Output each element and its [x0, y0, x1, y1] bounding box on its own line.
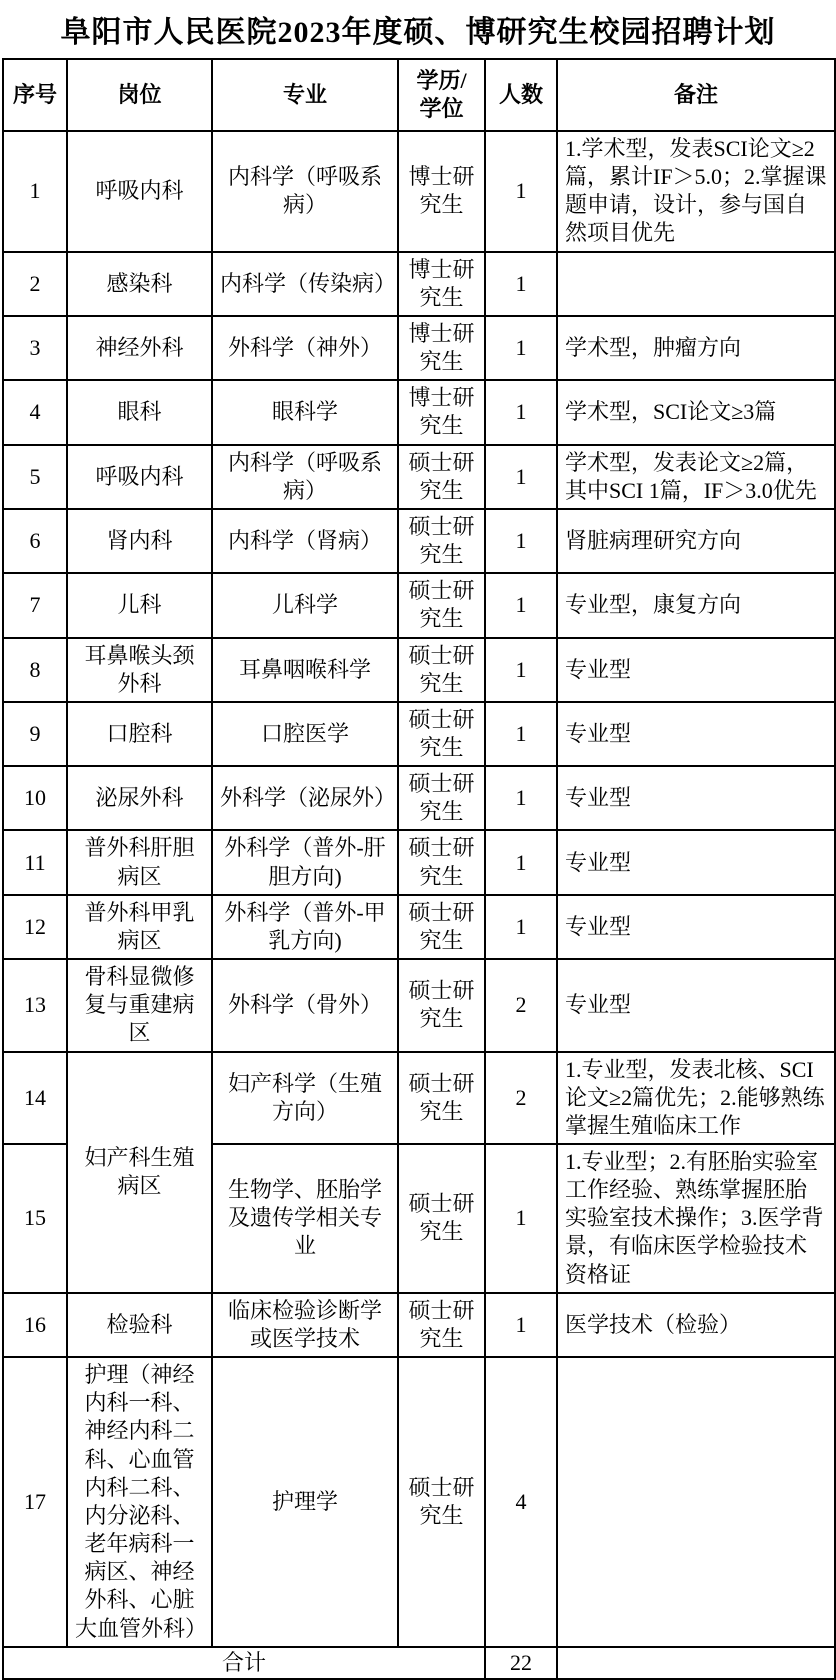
table-row — [3, 638, 835, 702]
cell-count: 1 — [485, 573, 557, 637]
cell-degree: 硕士研究生 — [398, 1357, 485, 1647]
cell-no: 15 — [3, 1144, 67, 1293]
cell-position: 眼科 — [67, 380, 212, 444]
cell-count: 2 — [485, 959, 557, 1051]
cell-position: 骨科显微修复与重建病区 — [67, 959, 212, 1051]
cell-major: 眼科学 — [212, 380, 398, 444]
cell-count: 1 — [485, 766, 557, 830]
cell-count: 1 — [485, 316, 557, 380]
cell-position: 耳鼻喉头颈外科 — [67, 638, 212, 702]
cell-remark: 专业型 — [557, 830, 835, 894]
cell-no: 14 — [3, 1052, 67, 1144]
cell-degree: 博士研究生 — [398, 380, 485, 444]
cell-degree: 博士研究生 — [398, 131, 485, 252]
cell-degree: 博士研究生 — [398, 316, 485, 380]
cell-no: 2 — [3, 252, 67, 316]
cell-remark — [557, 252, 835, 316]
cell-no: 10 — [3, 766, 67, 830]
cell-position: 护理（神经内科一科、神经内科二科、心血管内科二科、内分泌科、老年病科一病区、神经外科、心脏大血管外科） — [67, 1357, 212, 1647]
cell-degree: 硕士研究生 — [398, 638, 485, 702]
cell-position: 妇产科生殖病区 — [67, 1052, 212, 1293]
table-row — [3, 1357, 835, 1647]
cell-major: 临床检验诊断学或医学技术 — [212, 1293, 398, 1357]
cell-count: 1 — [485, 1144, 557, 1293]
cell-major: 口腔医学 — [212, 702, 398, 766]
cell-remark: 1.专业型；2.有胚胎实验室工作经验、熟练掌握胚胎实验室技术操作；3.医学背景，有临床医学检验技术资格证 — [557, 1144, 835, 1293]
total-remark — [557, 1647, 835, 1679]
cell-no: 9 — [3, 702, 67, 766]
col-header-position: 岗位 — [67, 59, 212, 131]
total-row — [3, 1647, 835, 1679]
cell-position: 检验科 — [67, 1293, 212, 1357]
cell-major: 生物学、胚胎学及遗传学相关专业 — [212, 1144, 398, 1293]
cell-count: 1 — [485, 702, 557, 766]
cell-remark — [557, 1357, 835, 1647]
cell-count: 1 — [485, 131, 557, 252]
table-row — [3, 766, 835, 830]
cell-remark: 专业型 — [557, 959, 835, 1051]
cell-remark: 专业型 — [557, 895, 835, 959]
cell-degree: 硕士研究生 — [398, 959, 485, 1051]
cell-no: 16 — [3, 1293, 67, 1357]
table-row — [3, 1293, 835, 1357]
cell-count: 1 — [485, 509, 557, 573]
col-header-count: 人数 — [485, 59, 557, 131]
cell-no: 4 — [3, 380, 67, 444]
cell-remark: 专业型 — [557, 766, 835, 830]
cell-degree: 硕士研究生 — [398, 509, 485, 573]
cell-major: 外科学（普外-甲乳方向) — [212, 895, 398, 959]
cell-degree: 硕士研究生 — [398, 702, 485, 766]
cell-count: 1 — [485, 445, 557, 509]
cell-position: 呼吸内科 — [67, 131, 212, 252]
cell-no: 8 — [3, 638, 67, 702]
cell-count: 1 — [485, 252, 557, 316]
table-row — [3, 959, 835, 1051]
cell-position: 泌尿外科 — [67, 766, 212, 830]
table-row — [3, 131, 835, 252]
cell-major: 外科学（泌尿外） — [212, 766, 398, 830]
table-row — [3, 316, 835, 380]
total-count: 22 — [485, 1647, 557, 1679]
cell-degree: 硕士研究生 — [398, 573, 485, 637]
cell-remark: 学术型，发表论文≥2篇，其中SCI 1篇，IF＞3.0优先 — [557, 445, 835, 509]
cell-position: 口腔科 — [67, 702, 212, 766]
cell-position: 普外科肝胆病区 — [67, 830, 212, 894]
cell-position: 感染科 — [67, 252, 212, 316]
page-title: 阜阳市人民医院2023年度硕、博研究生校园招聘计划 — [60, 16, 776, 49]
cell-degree: 硕士研究生 — [398, 1293, 485, 1357]
cell-remark: 医学技术（检验） — [557, 1293, 835, 1357]
total-label: 合计 — [3, 1647, 485, 1679]
cell-no: 7 — [3, 573, 67, 637]
cell-remark: 肾脏病理研究方向 — [557, 509, 835, 573]
cell-major: 内科学（传染病） — [212, 252, 398, 316]
cell-position: 儿科 — [67, 573, 212, 637]
cell-degree: 硕士研究生 — [398, 895, 485, 959]
col-header-no: 序号 — [3, 59, 67, 131]
cell-major: 耳鼻咽喉科学 — [212, 638, 398, 702]
cell-degree: 硕士研究生 — [398, 1052, 485, 1144]
cell-remark: 专业型 — [557, 702, 835, 766]
cell-no: 12 — [3, 895, 67, 959]
cell-count: 1 — [485, 830, 557, 894]
cell-count: 2 — [485, 1052, 557, 1144]
cell-major: 内科学（呼吸系病） — [212, 445, 398, 509]
cell-remark: 1.学术型，发表SCI论文≥2篇，累计IF＞5.0；2.掌握课题申请，设计，参与国自然项目优先 — [557, 131, 835, 252]
table-row — [3, 573, 835, 637]
cell-position: 神经外科 — [67, 316, 212, 380]
cell-no: 6 — [3, 509, 67, 573]
cell-remark: 学术型，SCI论文≥3篇 — [557, 380, 835, 444]
cell-position: 肾内科 — [67, 509, 212, 573]
cell-major: 外科学（骨外） — [212, 959, 398, 1051]
col-header-degree: 学历/学位 — [398, 59, 485, 131]
cell-count: 1 — [485, 380, 557, 444]
cell-major: 护理学 — [212, 1357, 398, 1647]
cell-degree: 硕士研究生 — [398, 766, 485, 830]
table-row — [3, 702, 835, 766]
table-row — [3, 509, 835, 573]
cell-no: 17 — [3, 1357, 67, 1647]
recruitment-table — [2, 58, 836, 1680]
cell-degree: 硕士研究生 — [398, 445, 485, 509]
cell-count: 1 — [485, 895, 557, 959]
cell-position: 呼吸内科 — [67, 445, 212, 509]
cell-degree: 硕士研究生 — [398, 830, 485, 894]
table-row — [3, 830, 835, 894]
cell-no: 13 — [3, 959, 67, 1051]
cell-remark: 1.专业型，发表北核、SCI论文≥2篇优先；2.能够熟练掌握生殖临床工作 — [557, 1052, 835, 1144]
cell-major: 外科学（神外） — [212, 316, 398, 380]
cell-count: 1 — [485, 1293, 557, 1357]
cell-degree: 博士研究生 — [398, 252, 485, 316]
cell-position: 普外科甲乳病区 — [67, 895, 212, 959]
table-row — [3, 380, 835, 444]
cell-count: 1 — [485, 638, 557, 702]
col-header-remark: 备注 — [557, 59, 835, 131]
cell-no: 1 — [3, 131, 67, 252]
cell-no: 3 — [3, 316, 67, 380]
table-row — [3, 445, 835, 509]
cell-major: 外科学（普外-肝胆方向) — [212, 830, 398, 894]
cell-no: 11 — [3, 830, 67, 894]
table-row — [3, 252, 835, 316]
cell-major: 儿科学 — [212, 573, 398, 637]
cell-no: 5 — [3, 445, 67, 509]
cell-degree: 硕士研究生 — [398, 1144, 485, 1293]
table-row — [3, 1052, 835, 1144]
col-header-major: 专业 — [212, 59, 398, 131]
cell-major: 妇产科学（生殖方向） — [212, 1052, 398, 1144]
cell-count: 4 — [485, 1357, 557, 1647]
table-row — [3, 895, 835, 959]
cell-remark: 专业型 — [557, 638, 835, 702]
cell-major: 内科学（肾病） — [212, 509, 398, 573]
cell-remark: 专业型，康复方向 — [557, 573, 835, 637]
header-row — [3, 59, 835, 131]
cell-major: 内科学（呼吸系病） — [212, 131, 398, 252]
cell-remark: 学术型，肿瘤方向 — [557, 316, 835, 380]
